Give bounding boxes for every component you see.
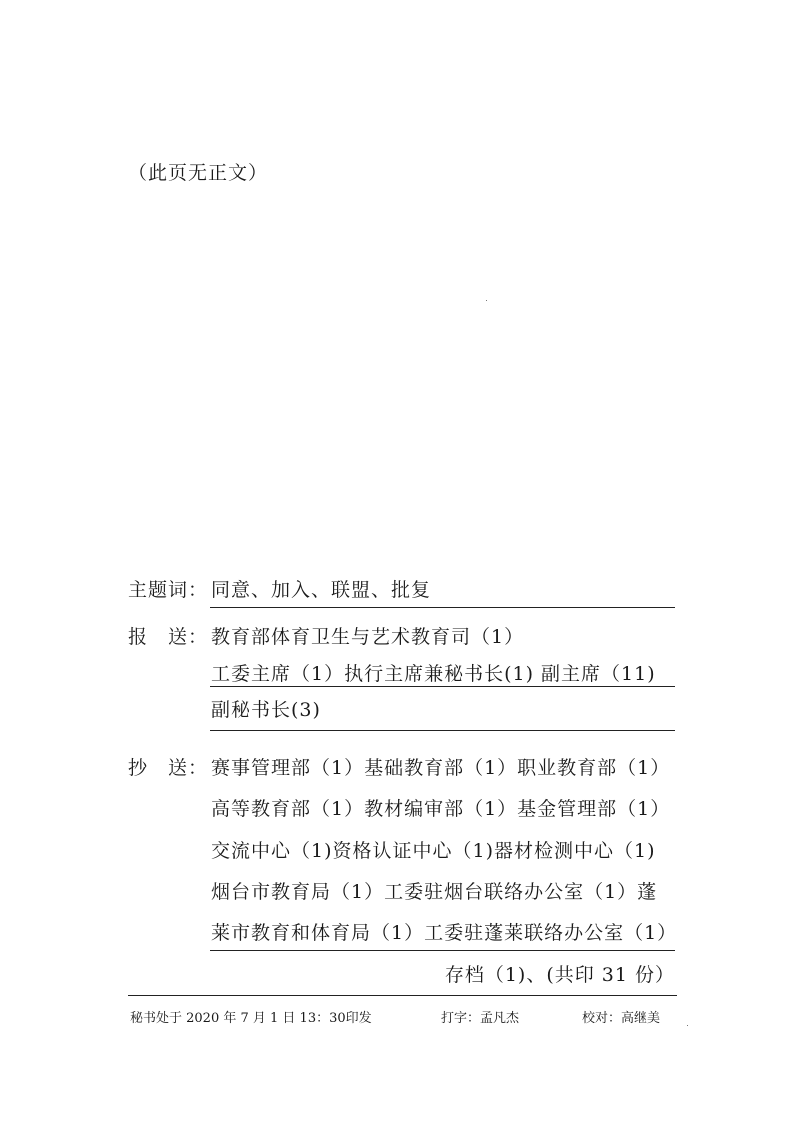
report-to-line: 工委主席（1）执行主席兼秘书长(1) 副主席（11) — [211, 663, 656, 685]
proofreader: 校对：高继美 — [582, 1011, 661, 1026]
copy-to-line: 烟台市教育局（1）工委驻烟台联络办公室（1）蓬 — [211, 881, 658, 903]
copy-to-line: 莱市教育和体育局（1）工委驻蓬莱联络办公室（1） — [211, 922, 678, 944]
keywords-text: 同意、加入、联盟、批复 — [211, 579, 432, 601]
keywords-rule — [210, 607, 675, 608]
copy-to-line: 赛事管理部（1）基础教育部（1）职业教育部（1） — [211, 757, 671, 779]
report-to-rule — [210, 730, 675, 731]
issued-by: 秘书处于 2020 年 7 月 1 日 13：30印发 — [130, 1011, 372, 1026]
no-body-note: （此页无正文） — [128, 162, 269, 184]
report-to-line: 教育部体育卫生与艺术教育司（1） — [211, 626, 525, 648]
scan-speck — [486, 300, 487, 301]
copy-to-line: 交流中心（1)资格认证中心（1)器材检测中心（1) — [211, 840, 656, 862]
report-to-line: 副秘书长(3) — [211, 699, 321, 721]
typist: 打字：孟凡杰 — [441, 1011, 520, 1026]
copy-to-rule — [210, 950, 675, 951]
copy-to-line: 高等教育部（1）教材编审部（1）基金管理部（1） — [211, 798, 671, 820]
archive-note: 存档（1)、(共印 31 份） — [444, 964, 675, 986]
keywords-label: 主题词： — [128, 579, 209, 601]
report-to-label: 报 送： — [128, 626, 209, 648]
footer-rule — [128, 995, 677, 996]
copy-to-label: 抄 送： — [128, 757, 209, 779]
report-to-rule — [210, 686, 675, 687]
scan-speck — [687, 1025, 688, 1026]
